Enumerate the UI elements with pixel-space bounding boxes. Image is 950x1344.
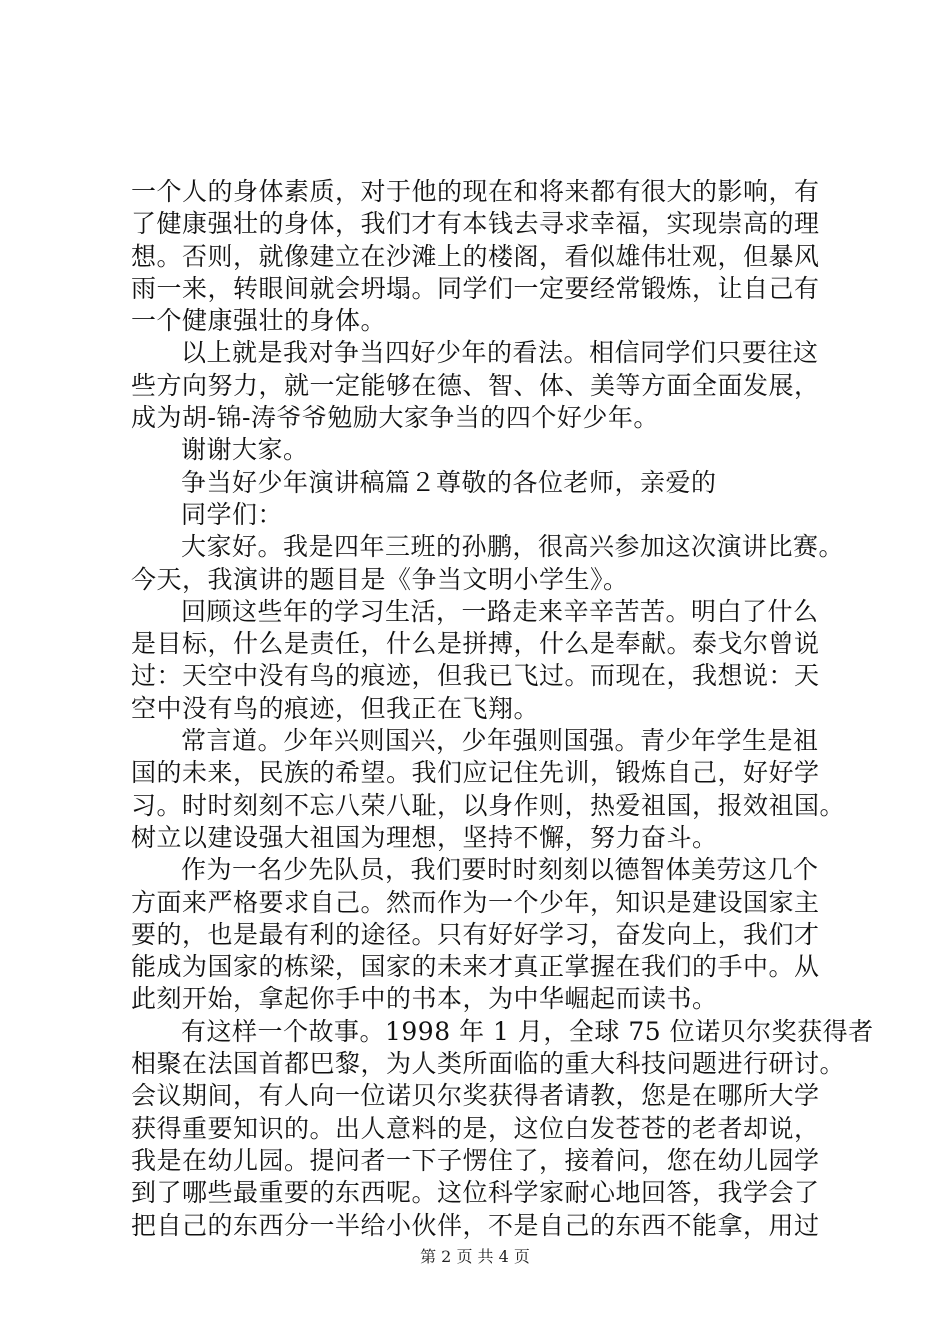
text-line: 谢谢大家。 (181, 435, 309, 465)
text-line: 作为一名少先队员，我们要时时刻刻以德智体美劳这几个 (181, 855, 819, 885)
text-line: 回顾这些年的学习生活，一路走来辛辛苦苦。明白了什么 (181, 596, 819, 626)
text-line: 获得重要知识的。出人意料的是，这位白发苍苍的老者却说， (131, 1113, 820, 1143)
text-line: 了健康强壮的身体，我们才有本钱去寻求幸福，实现崇高的理 (131, 209, 820, 239)
text-line: 树立以建设强大祖国为理想，坚持不懈，努力奋斗。 (131, 822, 718, 852)
text-line: 相聚在法国首都巴黎，为人类所面临的重大科技问题进行研讨。 (131, 1049, 846, 1079)
text-line: 成为胡-锦-涛爷爷勉励大家争当的四个好少年。 (131, 403, 659, 433)
text-line: 今天，我演讲的题目是《争当文明小学生》。 (131, 564, 629, 594)
document-body (131, 176, 874, 1242)
text-line: 国的未来，民族的希望。我们应记住先训，锻炼自己，好好学 (131, 758, 820, 788)
text-line: 是目标，什么是责任，什么是拼搏，什么是奉献。泰戈尔曾说 (131, 629, 820, 659)
text-line: 常言道。少年兴则国兴，少年强则国强。青少年学生是祖 (181, 726, 819, 756)
text-line: 会议期间，有人向一位诺贝尔奖获得者请教，您是在哪所大学 (131, 1081, 820, 1111)
text-line: 方面来严格要求自己。然而作为一个少年，知识是建设国家主 (131, 887, 820, 917)
text-line: 把自己的东西分一半给小伙伴，不是自己的东西不能拿，用过 (131, 1210, 820, 1240)
text-line: 有这样一个故事。1998 年 1 月，全球 75 位诺贝尔奖获得者 (181, 1016, 874, 1046)
text-line: 同学们： (181, 499, 284, 529)
text-line: 过：天空中没有鸟的痕迹，但我已飞过。而现在，我想说：天 (131, 661, 820, 691)
text-line: 一个人的身体素质，对于他的现在和将来都有很大的影响，有 (131, 177, 820, 206)
text-line: 到了哪些最重要的东西呢。这位科学家耐心地回答，我学会了 (131, 1178, 820, 1208)
text-line: 些方向努力，就一定能够在德、智、体、美等方面全面发展， (131, 370, 820, 400)
text-line: 能成为国家的栋梁，国家的未来才真正掌握在我们的手中。从 (131, 952, 820, 982)
text-line: 大家好。我是四年三班的孙鹏，很高兴参加这次演讲比赛。 (181, 532, 845, 562)
text-line: 我是在幼儿园。提问者一下子愣住了，接着问，您在幼儿园学 (131, 1145, 820, 1175)
text-line: 一个健康强壮的身体。 (131, 306, 387, 336)
text-line: 习。时时刻刻不忘八荣八耻，以身作则，热爱祖国，报效祖国。 (131, 790, 846, 820)
text-line: 要的，也是最有利的途径。只有好好学习，奋发向上，我们才 (131, 919, 820, 949)
page-footer: 第 2 页 共 4 页 (420, 1247, 530, 1266)
text-line: 想。否则，就像建立在沙滩上的楼阁，看似雄伟壮观，但暴风 (131, 241, 820, 271)
text-line: 以上就是我对争当四好少年的看法。相信同学们只要往这 (181, 338, 819, 368)
text-line: 雨一来，转眼间就会坍塌。同学们一定要经常锻炼，让自己有 (131, 273, 820, 303)
text-line: 争当好少年演讲稿篇２尊敬的各位老师，亲爱的 (181, 467, 717, 497)
text-line: 此刻开始，拿起你手中的书本，为中华崛起而读书。 (131, 984, 718, 1014)
text-line: 空中没有鸟的痕迹，但我正在飞翔。 (131, 693, 540, 723)
